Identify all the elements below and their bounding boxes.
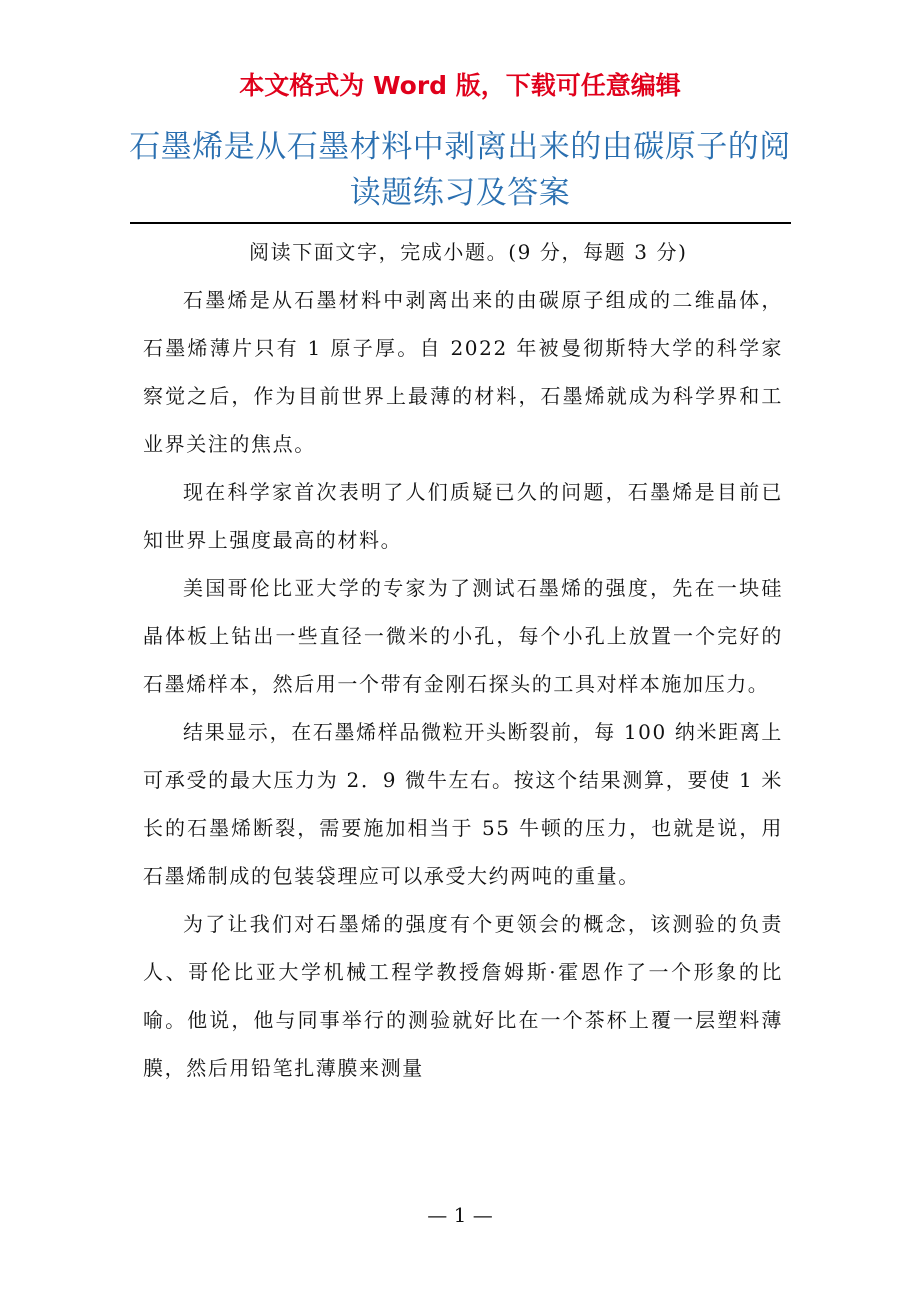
page-number: — 1 — bbox=[427, 1203, 493, 1227]
body-paragraph: 现在科学家首次表明了人们质疑已久的问题，石墨烯是目前已知世界上强度最高的材料。 bbox=[143, 480, 783, 552]
reading-instruction: 阅读下面文字，完成小题。(9 分，每题 3 分) bbox=[249, 240, 688, 264]
format-notice-banner: 本文格式为 Word 版，下载可任意编辑 bbox=[239, 71, 681, 100]
body-paragraph: 美国哥伦比亚大学的专家为了测试石墨烯的强度，先在一块硅晶体板上钻出一些直径一微米的小孔，每个小孔上放置一个完好的石墨烯样本，然后用一个带有金刚石探头的工具对样本施加压力。 bbox=[143, 576, 783, 696]
document-title: 石墨烯是从石墨材料中剥离出来的由碳原子的阅读题练习及答案 bbox=[129, 129, 791, 211]
document-body bbox=[143, 228, 783, 1092]
body-paragraph: 结果显示，在石墨烯样品微粒开头断裂前，每 100 纳米距离上可承受的最大压力为 2．9 微牛左右。按这个结果测算，要使 1 米长的石墨烯断裂，需要施加相当于 55 牛顿的压力，也就是说，用石墨烯制成的包装袋理应可以承受大约两吨的重量。 bbox=[143, 720, 783, 888]
body-paragraph: 为了让我们对石墨烯的强度有个更领会的概念，该测验的负责人、哥伦比亚大学机械工程学教授詹姆斯·霍恩作了一个形象的比喻。他说，他与同事举行的测验就好比在一个茶杯上覆一层塑料薄膜，然后用铅笔扎薄膜来测量 bbox=[143, 912, 783, 1080]
body-paragraph: 石墨烯是从石墨材料中剥离出来的由碳原子组成的二维晶体，石墨烯薄片只有 1 原子厚。自 2022 年被曼彻斯特大学的科学家察觉之后，作为目前世界上最薄的材料，石墨烯就成为科学界和工业界关注的焦点。 bbox=[143, 288, 783, 456]
title-divider bbox=[130, 222, 791, 224]
